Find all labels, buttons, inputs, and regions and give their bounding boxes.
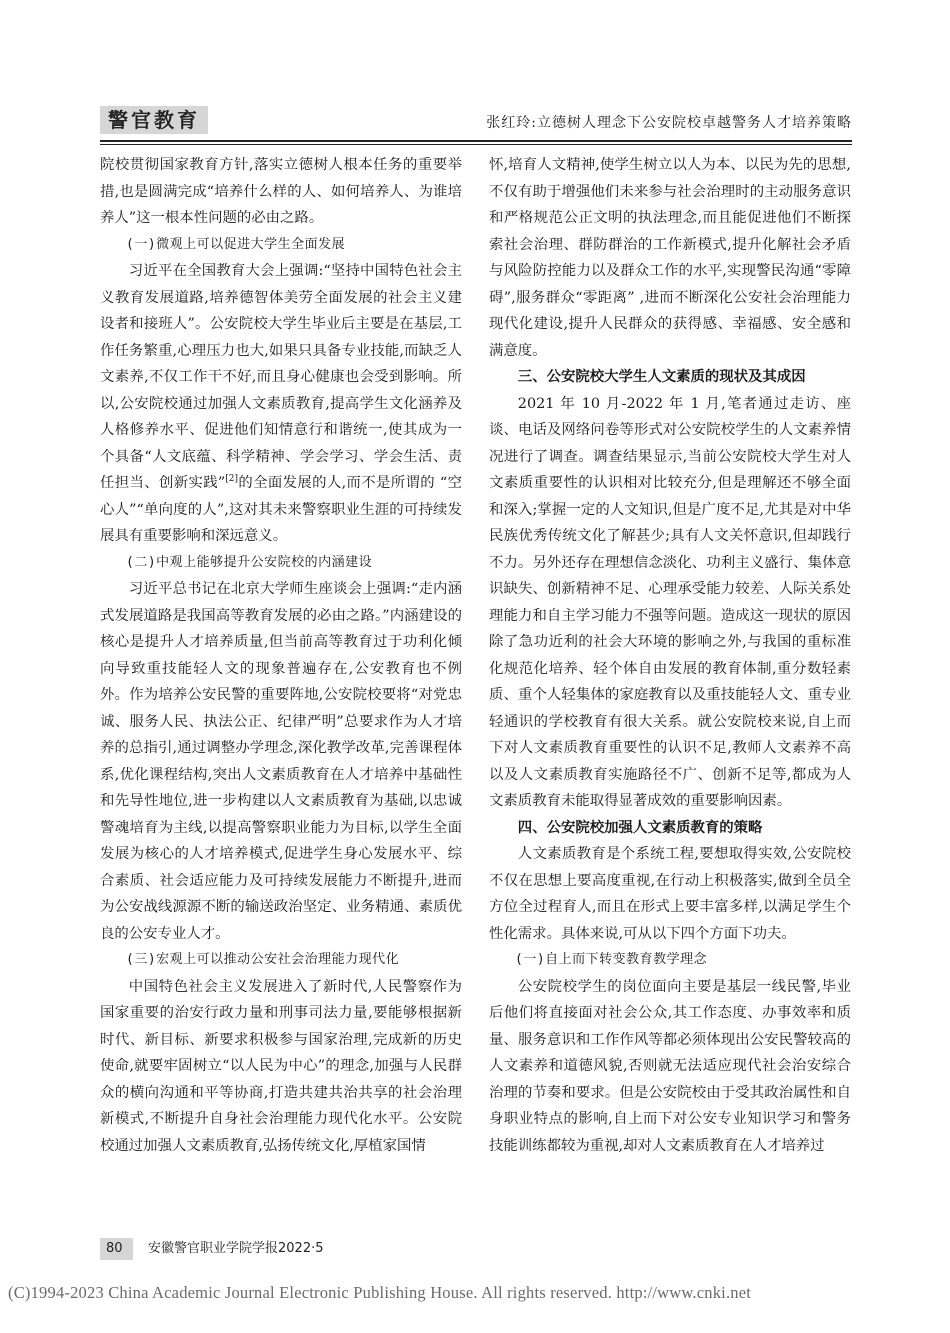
subsection-heading: (一)微观上可以促进大学生全面发展 <box>126 236 346 252</box>
right-column <box>489 152 851 1232</box>
page-header <box>100 104 852 140</box>
paragraph: 人文素质教育是个系统工程,要想取得实效,公安院校不仅在思想上要高度重视,在行动上积极落实,做到全员全方位全过程育人,而且在形式上要丰富多样,以满足学生个性化需求。具体来说,可从以下四个方面下功夫。 <box>489 846 851 942</box>
section-badge: 警官教育 <box>100 106 208 134</box>
header-rule <box>100 140 852 142</box>
paragraph: 中国特色社会主义发展进入了新时代,人民警察作为国家重要的治安行政力量和刑事司法力量,要能够根据新时代、新目标、新要求积极参与国家治理,完成新的历史使命,就要牢固树立“以人民为中心”的理念,加强与人民群众的横向沟通和平等协商,打造共建共治共享的社会治理新模式,不断提升自身社会治理能力现代化水平。公安院校通过加强人文素质教育,弘扬传统文化,厚植家国情 <box>100 978 462 1154</box>
running-title: 张红玲:立德树人理念下公安院校卓越警务人才培养策略 <box>486 115 852 131</box>
copyright-notice: (C)1994-2023 China Academic Journal Electronic Publishing House. All rights reserved. http://www.cnki.net <box>8 1283 752 1302</box>
paragraph: 习近平总书记在北京大学师生座谈会上强调:“走内涵式发展道路是我国高等教育发展的必由之路。”内涵建设的核心是提升人才培养质量,但当前高等教育过于功利化倾向导致重技能轻人文的现象普遍存在,公安教育也不例外。作为培养公安民警的重要阵地,公安院校要将“对党忠诚、服务人民、执法公正、纪律严明”总要求作为人才培养的总指引,通过调整办学理念,深化教学改革,完善课程体系,优化课程结构,突出人文素质教育在人才培养中基础性和先导性地位,进一步构建以人文素质教育为基础,以忠诚警魂培育为主线,以提高警察职业能力为目标,以学生全面发展为核心的人才培养模式,促进学生身心发展水平、综合素质、社会适应能力及可持续发展能力不断提升,进而为公安战线源源不断的输送政治坚定、业务精通、素质优良的公安专业人才。 <box>100 581 462 942</box>
paragraph <box>100 258 462 550</box>
section-heading: 四、公安院校加强人文素质教育的策略 <box>517 819 763 836</box>
journal-name: 安徽警官职业学院学报2022·5 <box>148 1241 324 1256</box>
page-number: 80 <box>100 1238 133 1260</box>
page-footer <box>100 1238 500 1262</box>
subsection-heading: (一)自上而下转变教育教学理念 <box>515 952 708 967</box>
subsection-heading: (三)宏观上可以推动公安社会治理能力现代化 <box>126 952 400 967</box>
paragraph-text: 习近平在全国教育大会上强调:“坚持中国特色社会主义教育发展道路,培养德智体美劳全面发展的社会主义建设者和接班人”。公安院校大学生毕业后主要是在基层,工作任务繁重,心理压力也大,如果只具备专业技能,而缺乏人文素养,不仅工作干不好,而且身心健康也会受到影响。所以,公安院校通过加强人文素质教育,提高学生文化涵养及人格修养水平、促进他们知情意行和谐统一,使其成为一个具备“人文底蕴、科学精神、学会学习、学会生活、责任担当、创新实践” <box>100 263 462 491</box>
citation-ref: [2] <box>225 474 239 485</box>
section-heading: 三、公安院校大学生人文素质的现状及其成因 <box>517 369 806 385</box>
subsection-heading: (二)中观上能够提升公安院校的内涵建设 <box>126 554 373 570</box>
paragraph-continued: 院校贯彻国家教育方针,落实立德树人根本任务的重要举措,也是圆满完成“培养什么样的人、如何培养人、为谁培养人”这一根本性问题的必由之路。 <box>100 157 462 226</box>
paragraph: 2021 年 10 月-2022 年 1 月,笔者通过走访、座谈、电话及网络问卷等形式对公安院校学生的人文素养情况进行了调查。调查结果显示,当前公安院校大学生对人文素质重要性的认识相对比较充分,但是理解还不够全面和深入;掌握一定的人文知识,但是广度不足,尤其是对中华民族优秀传统文化了解甚少;具有人文关怀意识,但却践行不力。另外还存在理想信念淡化、功利主义盛行、集体意识缺失、创新精神不足、心理承受能力较差、人际关系处理能力和自主学习能力不强等问题。造成这一现状的原因除了急功近利的社会大环境的影响之外,与我国的重标准化规范化培养、轻个体自由发展的教育体制,重分数轻素质、重个人轻集体的家庭教育以及重技能轻人文、重专业轻通识的学校教育有很大关系。就公安院校来说,自上而下对人文素质教育重要性的认识不足,教师人文素养不高以及人文素质教育实施路径不广、创新不足等,都成为人文素质教育未能取得显著成效的重要影响因素。 <box>489 395 851 809</box>
left-column <box>100 152 462 1232</box>
header-rule-thin <box>100 144 852 145</box>
paragraph-continued: 怀,培育人文精神,使学生树立以人为本、以民为先的思想,不仅有助于增强他们未来参与社会治理时的主动服务意识和严格规范公正文明的执法理念,而且能促进他们不断探索社会治理、群防群治的工作新模式,提升化解社会矛盾与风险防控能力以及群众工作的水平,实现警民沟通“零障碍”,服务群众“零距离” ,进而不断深化公安社会治理能力现代化建设,提升人民群众的获得感、幸福感、安全感和满意度。 <box>489 157 851 359</box>
paragraph-text: 的全面发展的人,而不是所谓的 “空心人”“单向度的人”,这对其未来警察职业生涯的可持续发展具有重要影响和深远意义。 <box>100 475 462 544</box>
paragraph: 公安院校学生的岗位面向主要是基层一线民警,毕业后他们将直接面对社会公众,其工作态度、办事效率和质量、服务意识和工作作风等都必须体现出公安民警较高的人文素养和道德风貌,否则就无法适应现代社会治安综合治理的节奏和要求。但是公安院校由于受其政治属性和自身职业特点的影响,自上而下对公安专业知识学习和警务技能训练都较为重视,却对人文素质教育在人才培养过 <box>489 978 851 1154</box>
